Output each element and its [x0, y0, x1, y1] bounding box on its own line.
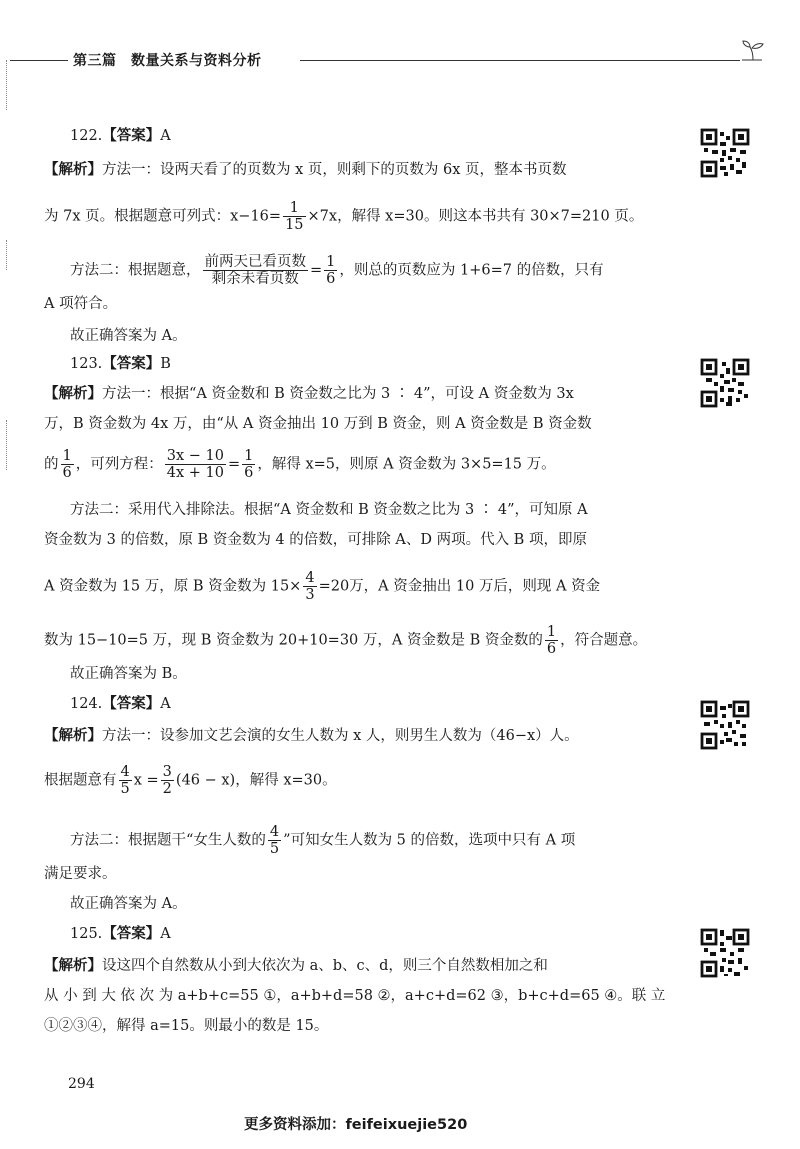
denominator: 6: [326, 271, 336, 287]
fraction: [203, 254, 309, 287]
analysis-label: 【解析】: [44, 958, 102, 974]
q122-answer-line: [70, 126, 670, 146]
denominator: 5: [120, 781, 130, 797]
text: 满足要求。: [44, 866, 117, 882]
answer-label: 【答案】: [102, 926, 161, 942]
page-number: 294: [68, 1076, 95, 1092]
q125-answer-line: [70, 924, 670, 944]
analysis-label: 【解析】: [44, 162, 102, 178]
q122-conclusion: [70, 326, 670, 346]
numerator: 3x − 10: [166, 448, 224, 464]
text: 资金数为 3 的倍数，原 B 资金数为 4 的倍数，可排除 A、D 两项。代入 B 项，即原: [44, 532, 587, 548]
q124-method2-line2: [44, 864, 644, 884]
numerator: 1: [62, 448, 72, 464]
numerator: 1: [283, 200, 305, 217]
fraction: [545, 624, 558, 657]
question-number: 122.: [70, 128, 103, 144]
q123-method2-line3: [44, 570, 684, 603]
text: ，可列方程：: [75, 456, 163, 473]
qr-code-icon[interactable]: [700, 928, 750, 978]
analysis-label: 【解析】: [44, 728, 102, 744]
text: 根据题意有: [44, 772, 117, 789]
text: 方法二：根据题干“女生人数的: [70, 832, 266, 849]
answer-label: 【答案】: [102, 356, 161, 372]
q122-analysis-line2: [44, 200, 684, 233]
analysis-label: 【解析】: [44, 386, 102, 402]
text: 故正确答案为 B。: [70, 666, 187, 682]
text: 万，B 资金数为 4x 万，由“从 A 资金抽出 10 万到 B 资金，则 A 资金数是 B 资金数: [44, 416, 592, 432]
q123-answer-line: [70, 354, 670, 374]
denominator: 剩余未看页数: [211, 271, 299, 287]
question-number: 125.: [70, 926, 103, 942]
text: 方法二：根据题意，: [70, 262, 201, 279]
text: ①②③④，解得 a=15。则最小的数是 15。: [44, 1018, 329, 1034]
qr-code-icon[interactable]: [700, 358, 750, 408]
q124-conclusion: [70, 894, 670, 914]
denominator: 3: [305, 587, 315, 603]
q125-analysis-line2: [44, 986, 684, 1006]
numerator: 1: [546, 624, 557, 640]
text: 数为 15−10=5 万，现 B 资金数为 20+10=30 万，A 资金数是 B 资金数的: [44, 632, 543, 649]
fraction: [283, 200, 305, 233]
answer-value: A: [160, 696, 171, 712]
text: 方法一：根据“A 资金数和 B 资金数之比为 3 ∶ 4”，可设 A 资金数为 3x: [102, 386, 574, 402]
fraction: [268, 824, 281, 857]
text: ×7x，解得 x=30。则这本书共有 30×7=210 页。: [307, 208, 644, 225]
q123-analysis-line3: [44, 448, 684, 481]
qr-code-icon[interactable]: [700, 700, 750, 750]
text: =20万，A 资金抽出 10 万后，则现 A 资金: [318, 578, 601, 595]
q122-line4: [44, 294, 644, 314]
fraction: [165, 448, 226, 481]
text: 方法一：设两天看了的页数为 x 页，则剩下的页数为 6x 页，整本书页数: [102, 162, 567, 178]
header-rule-left: [10, 60, 68, 61]
text: =: [227, 456, 241, 473]
sprout-icon: [738, 38, 768, 64]
numerator: 1: [326, 254, 336, 270]
q124-method2-line1: [70, 824, 690, 857]
q123-method2-line1: [70, 500, 690, 520]
answer-label: 【答案】: [102, 696, 161, 712]
q123-analysis-line1: [44, 384, 684, 404]
q124-answer-line: [70, 694, 670, 714]
text: (46 − x)，解得 x=30。: [175, 772, 337, 789]
text: 方法二：采用代入排除法。根据“A 资金数和 B 资金数之比为 3 ∶ 4”，可知原 A: [70, 502, 588, 518]
text: 从 小 到 大 依 次 为 a+b+c=55 ①，a+b+d=58 ②，a+c+d=62 ③，b+c+d=65 ④。联 立: [44, 988, 666, 1004]
denominator: 6: [62, 465, 72, 481]
numerator: 3: [162, 764, 172, 780]
numerator: 4: [120, 764, 130, 780]
text: A 项符合。: [44, 296, 118, 312]
header-rule-right: [300, 60, 740, 61]
numerator: 4: [305, 570, 315, 586]
text: 的: [44, 456, 59, 473]
text: =: [310, 262, 323, 279]
page-header: [10, 38, 770, 68]
text: ，则总的页数应为 1+6=7 的倍数，只有: [339, 262, 604, 279]
q123-method2-line4: [44, 624, 684, 657]
fraction: [324, 254, 337, 287]
text: 为 7x 页。根据题意可列式：x−16=: [44, 208, 282, 225]
q124-analysis-line1: [44, 726, 684, 746]
margin-dots: [6, 240, 8, 270]
answer-value: A: [160, 128, 171, 144]
text: x =: [133, 772, 159, 789]
q123-conclusion: [70, 664, 670, 684]
denominator: 15: [285, 217, 304, 233]
answer-label: 【答案】: [102, 128, 161, 144]
text: ，解得 x=5，则原 A 资金数为 3×5=15 万。: [257, 456, 556, 473]
denominator: 6: [546, 641, 557, 657]
numerator: 4: [269, 824, 280, 840]
text: ，符合题意。: [560, 632, 648, 649]
text: 故正确答案为 A。: [70, 328, 187, 344]
margin-dots: [6, 420, 8, 470]
question-number: 123.: [70, 356, 103, 372]
footer-note: 更多资料添加：feifeixuejie520: [244, 1117, 468, 1133]
text: 设这四个自然数从小到大依次为 a、b、c、d，则三个自然数相加之和: [102, 958, 548, 974]
numerator: 前两天已看页数: [204, 254, 306, 270]
denominator: 6: [244, 465, 254, 481]
fraction: [119, 764, 132, 797]
header-title: 第三篇 数量关系与资料分析: [73, 53, 262, 69]
q124-analysis-line2: [44, 764, 684, 797]
denominator: 4x + 10: [166, 465, 224, 481]
fraction: [161, 764, 174, 797]
qr-code-icon[interactable]: [700, 128, 750, 178]
text: ”可知女生人数为 5 的倍数，选项中只有 A 项: [283, 832, 576, 849]
fraction: [242, 448, 255, 481]
q123-analysis-line2: [44, 414, 684, 434]
q122-method2-line: [70, 254, 690, 287]
fraction: [61, 448, 74, 481]
answer-value: A: [160, 926, 171, 942]
text: 方法一：设参加文艺会演的女生人数为 x 人，则男生人数为（46−x）人。: [102, 728, 579, 744]
q123-method2-line2: [44, 530, 684, 550]
numerator: 1: [244, 448, 254, 464]
fraction: [303, 570, 316, 603]
text: A 资金数为 15 万，原 B 资金数为 15×: [44, 578, 302, 595]
q125-analysis-line3: [44, 1016, 644, 1036]
denominator: 5: [269, 841, 280, 857]
denominator: 2: [162, 781, 172, 797]
question-number: 124.: [70, 696, 103, 712]
answer-value: B: [160, 356, 171, 372]
margin-dots: [6, 60, 8, 110]
q122-analysis-line1: [44, 160, 684, 180]
text: 故正确答案为 A。: [70, 896, 187, 912]
q125-analysis-line1: [44, 956, 684, 976]
